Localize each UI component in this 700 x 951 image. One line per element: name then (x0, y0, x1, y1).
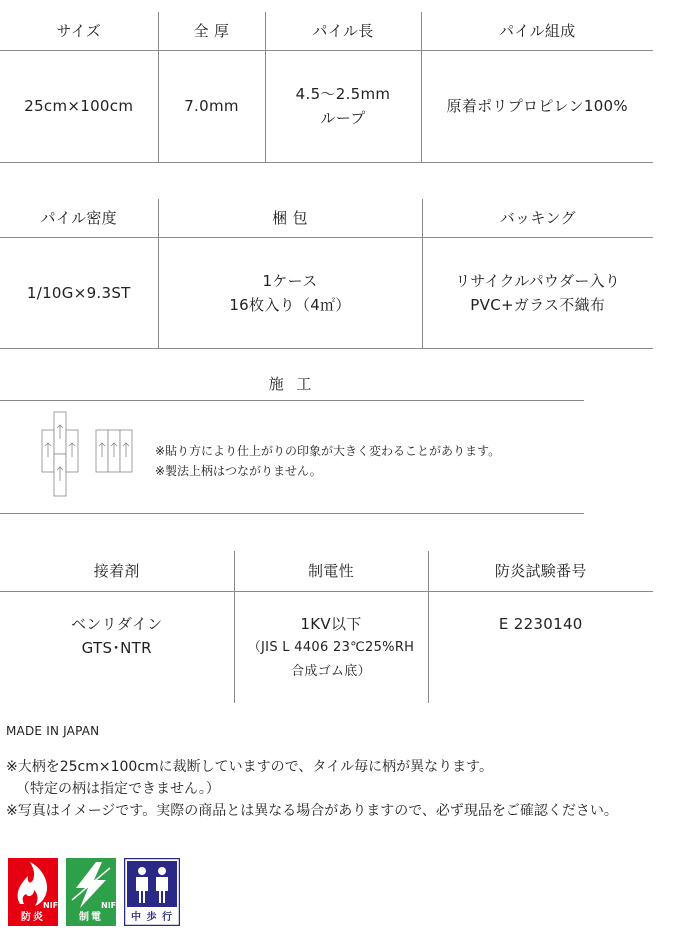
fire-retardant-badge (8, 858, 58, 926)
header-antistatic: 制電性 (234, 551, 428, 591)
backing-line-2: PVC+ガラス不織布 (470, 295, 606, 314)
installation-note-1: ※貼り方により仕上がりの印象が大きく変わることがあります。 (155, 444, 501, 458)
adhesive-line-2: GTS･NTR (81, 638, 152, 657)
installation-notes (155, 441, 500, 481)
backing-line-1: リサイクルパウダー入り (455, 271, 621, 290)
value-pile-composition: 原着ポリプロピレン100% (421, 50, 653, 162)
fire-badge-mark: NIF (43, 901, 58, 910)
installation-body (0, 401, 584, 514)
installation-note-2: ※製法上柄はつながりません。 (155, 464, 322, 478)
header-backing: バッキング (422, 199, 653, 237)
value-pile-length (265, 50, 421, 162)
value-backing (422, 237, 653, 348)
antistatic-label: 制電 (79, 912, 103, 923)
header-fire-test: 防炎試験番号 (428, 551, 653, 591)
header-thickness: 全 厚 (158, 12, 265, 50)
antistatic-badge-mark: NIF (101, 901, 116, 910)
note-line-2: （特定の柄は指定できません。） (16, 781, 220, 797)
packing-line-1: 1ケース (262, 271, 318, 290)
installation-section (0, 368, 584, 514)
spec-table-1 (0, 12, 653, 163)
value-antistatic (234, 591, 428, 703)
value-size: 25cm×100cm (0, 50, 158, 162)
product-notes (6, 756, 618, 822)
medium-traffic-label: 中 歩 行 (131, 912, 173, 923)
value-packing (158, 237, 422, 348)
header-size: サイズ (0, 12, 158, 50)
note-line-1: ※大柄を25cm×100cmに裁断していますので、タイル毎に柄が異なります。 (6, 759, 493, 775)
antistatic-line-3: 合成ゴム底） (291, 663, 371, 679)
pile-length-line-2: ループ (320, 109, 366, 127)
value-thickness: 7.0mm (158, 50, 265, 162)
value-pile-density: 1/10G×9.3ST (0, 237, 158, 348)
note-line-3: ※写真はイメージです。実際の商品とは異なる場合がありますので、必ず現品をご確認ください。 (6, 803, 618, 819)
installation-title: 施 工 (0, 368, 584, 401)
value-fire-test-number: E 2230140 (428, 591, 653, 703)
spec-table-2 (0, 199, 653, 349)
header-pile-composition: パイル組成 (421, 12, 653, 50)
pile-length-line-1: 4.5～2.5mm (295, 85, 391, 103)
made-in-label: MADE IN JAPAN (6, 724, 100, 738)
header-pile-density: パイル密度 (0, 199, 158, 237)
spec-table-3 (0, 551, 653, 703)
header-packing: 梱 包 (158, 199, 422, 237)
value-adhesive (0, 591, 234, 703)
adhesive-line-1: ベンリダイン (70, 614, 163, 633)
antistatic-badge (66, 858, 116, 926)
antistatic-line-1: 1KV以下 (300, 614, 362, 633)
tile-layout-diagram (38, 409, 138, 509)
packing-line-2: 16枚入り（4㎡） (229, 295, 351, 314)
antistatic-line-2: （JIS L 4406 23℃25%RH (247, 639, 415, 655)
medium-traffic-badge (124, 858, 180, 926)
fire-retardant-label: 防炎 (21, 912, 45, 923)
header-adhesive: 接着剤 (0, 551, 234, 591)
header-pile-length: パイル長 (265, 12, 421, 50)
